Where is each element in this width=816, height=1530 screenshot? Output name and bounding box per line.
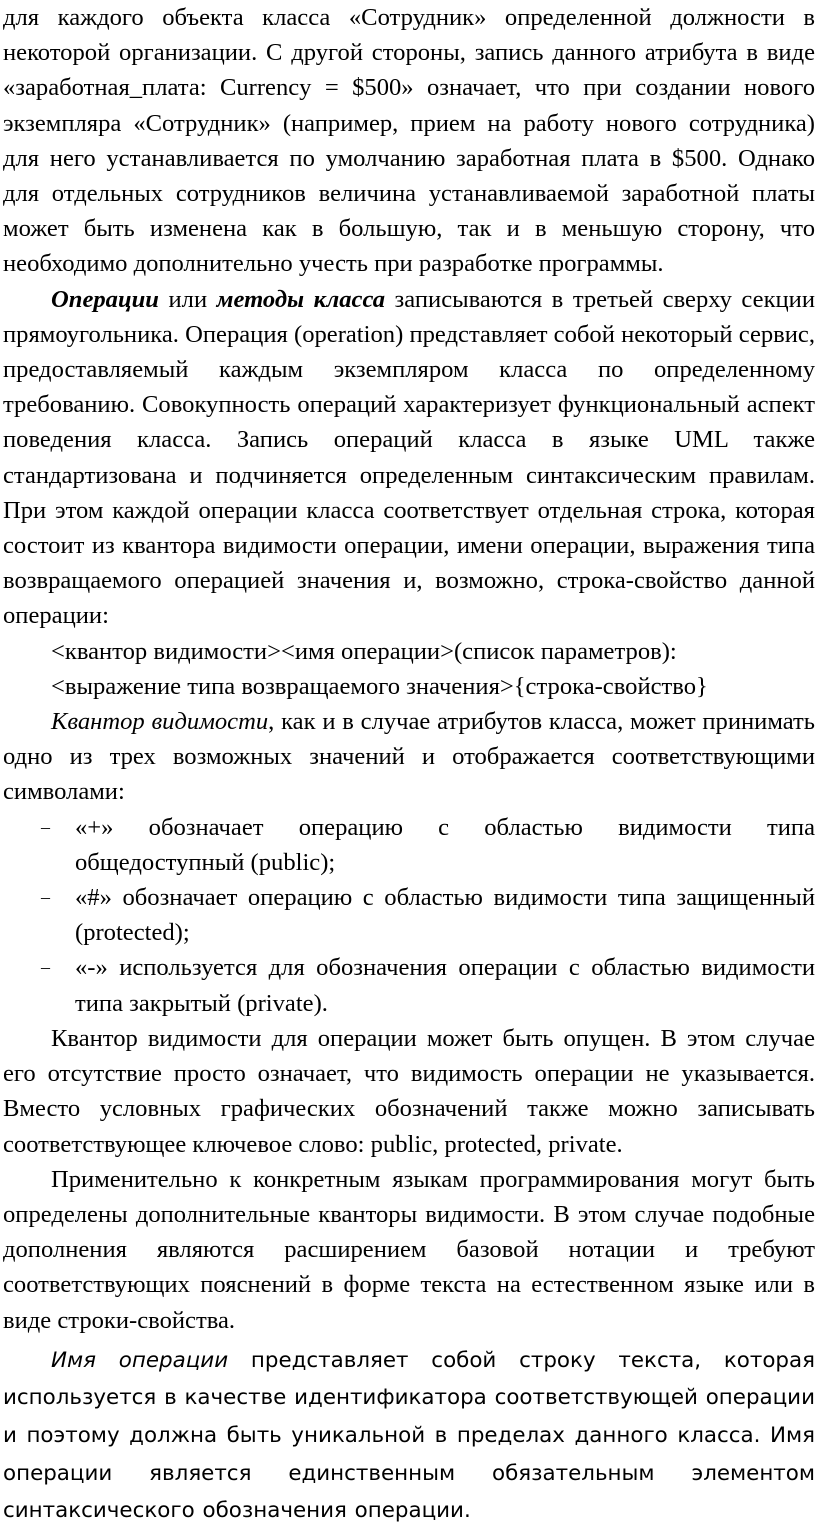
connector-or: или — [158, 285, 217, 313]
dash-marker: – — [41, 887, 50, 908]
term-class-methods: методы класса — [216, 285, 386, 313]
list-item — [3, 810, 815, 880]
term-operation-name: Имя операции — [51, 1347, 229, 1373]
syntax-line-1: <квантор видимости><имя операции>(список параметров): — [51, 637, 677, 665]
syntax-line-2: <выражение типа возвращаемого значения>{строка-свойство} — [51, 672, 708, 700]
term-operations: Операции — [51, 285, 159, 313]
list-item-protected: «#» обозначает операцию с областью видимости типа защищенный (protected); — [75, 884, 815, 947]
operations-description: записываются в третьей сверху секции прямоугольника. Операция (operation) представляет собой некоторый сервис, предоставляемый каждым экземпляром класса по определенному требованию. Совокупность операций характеризует функциональный аспект поведения класса. Запись операций класса в языке UML также стандартизована и подчиняется определенным синтаксическим правилам. При этом каждой операции класса соответствует отдельная строка, которая состоит из квантора видимости операции, имени операции, выражения типа возвращаемого операцией значения и, возможно, строка-свойство данной операции: — [3, 285, 815, 630]
visibility-list — [3, 810, 815, 1021]
list-item — [3, 880, 815, 950]
list-item-private: «-» используется для обозначения операции с областью видимости типа закрытый (private). — [75, 954, 815, 1017]
paragraph-operations-intro — [3, 282, 815, 634]
paragraph-visibility-quantifier — [3, 704, 815, 810]
visibility-description: , как и в случае атрибутов класса, может принимать одно из трех возможных значений и отображается соответствующими символами: — [3, 708, 815, 806]
list-item — [3, 950, 815, 1020]
operation-name-description: представляет собой строку текста, которая используется в качестве идентификатора соответствующей операции и поэтому должна быть уникальной в пределах данного класса. Имя операции является единственным обязательным элементом синтаксического обозначения операции. — [3, 1347, 815, 1524]
list-item-public: «+» обозначает операцию с областью видимости типа общедоступный (public); — [75, 813, 815, 876]
paragraph-salary-default: для каждого объекта класса «Сотрудник» определенной должности в некоторой организации. С другой стороны, запись данного атрибута в виде «заработная_плата: Currency = $500» означает, что при создании нового экземпляра «Сотрудник» (например, прием на работу нового сотрудника) для него устанавливается по умолчанию заработная плата в $500. Однако для отдельных сотрудников величина устанавливаемой заработной платы может быть изменена как в большую, так и в меньшую сторону, что необходимо дополнительно учесть при разработке программы. — [3, 4, 815, 278]
dash-marker: – — [41, 957, 50, 978]
paragraph-additional-quantifiers: Применительно к конкретным языкам программирования могут быть определены дополнительные кванторы видимости. В этом случае подобные дополнения являются расширением базовой нотации и требуют соответствующих пояснений в форме текста на естественном языке или в виде строки-свойства. — [3, 1165, 815, 1334]
term-visibility-quantifier: Квантор видимости — [51, 708, 269, 736]
paragraph-quantifier-omitted: Квантор видимости для операции может быть опущен. В этом случае его отсутствие просто означает, что видимость операции не указывается. Вместо условных графических обозначений также можно записывать соответствующее ключевое слово: public, protected, private. — [3, 1024, 815, 1158]
paragraph-operation-name — [3, 1342, 815, 1530]
dash-marker: – — [41, 816, 50, 837]
